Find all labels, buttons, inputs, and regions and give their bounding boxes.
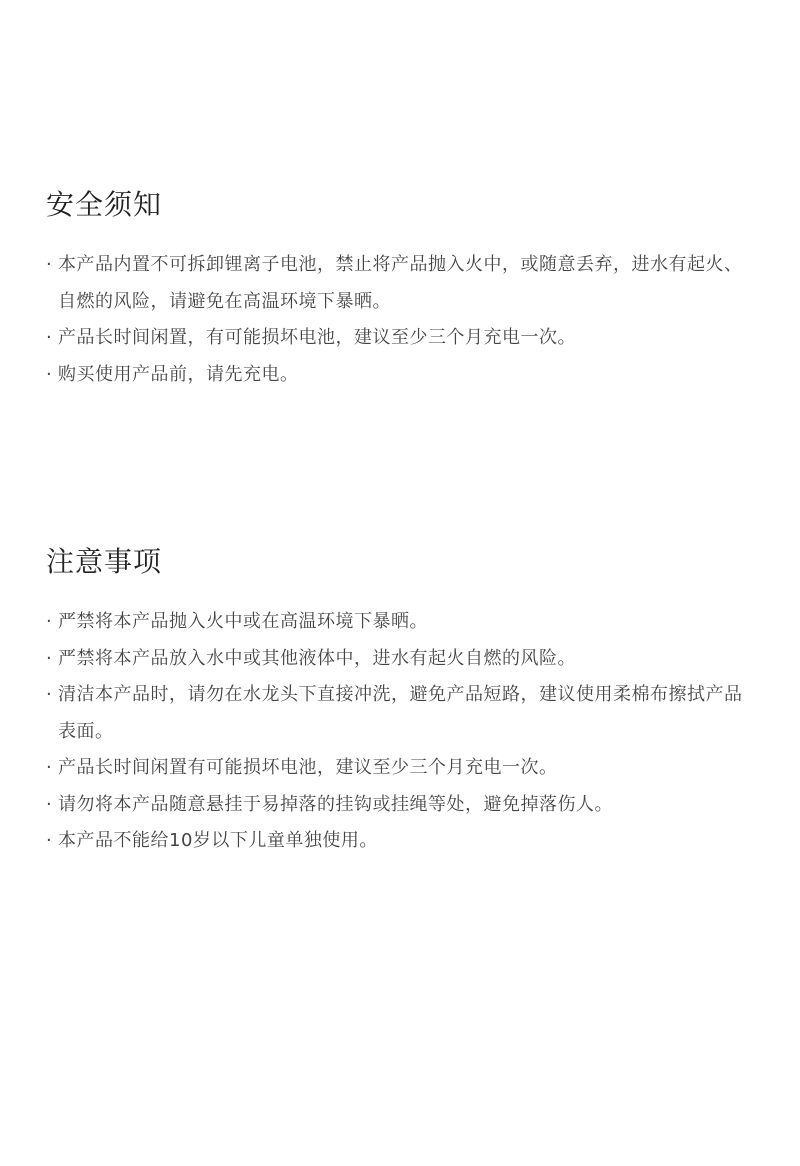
list-item xyxy=(46,320,746,357)
bullet-icon: · xyxy=(46,363,53,385)
list-item xyxy=(46,247,746,320)
notes-section xyxy=(46,542,746,860)
list-item-text: 严禁将本产品放入水中或其他液体中，进水有起火自燃的风险。 xyxy=(58,647,576,669)
notes-list xyxy=(46,604,746,860)
bullet-icon: · xyxy=(46,830,53,851)
list-item xyxy=(46,823,746,860)
safety-title: 安全须知 xyxy=(46,188,163,221)
list-item-text: 清洁本产品时，请勿在水龙头下直接冲洗，避免产品短路，建议使用柔棉布擦拭产品表面。 xyxy=(58,684,743,742)
list-item-text: 严禁将本产品抛入火中或在高温环境下暴晒。 xyxy=(58,611,428,632)
list-item-text: 产品长时间闲置，有可能损坏电池，建议至少三个月充电一次。 xyxy=(58,327,576,348)
bullet-icon: · xyxy=(46,611,53,632)
list-item-text: 本产品内置不可拆卸锂离子电池，禁止将产品抛入火中，或随意丢弃，进水有起火、自燃的风险，请避免在高温环境下暴晒。 xyxy=(58,254,743,312)
bullet-icon: · xyxy=(46,793,53,815)
list-item-text: 本产品不能给10岁以下儿童单独使用。 xyxy=(58,830,378,851)
bullet-icon: · xyxy=(46,254,53,275)
list-item xyxy=(46,641,746,678)
bullet-icon: · xyxy=(46,757,53,778)
list-item xyxy=(46,357,746,394)
list-item-text: 请勿将本产品随意悬挂于易掉落的挂钩或挂绳等处，避免掉落伤人。 xyxy=(58,793,613,815)
list-item xyxy=(46,787,746,824)
safety-section xyxy=(46,185,746,393)
safety-list xyxy=(46,247,746,393)
bullet-icon: · xyxy=(46,684,53,705)
list-item-text: 产品长时间闲置有可能损坏电池，建议至少三个月充电一次。 xyxy=(58,757,558,778)
list-item-text: 购买使用产品前，请先充电。 xyxy=(58,363,299,385)
list-item xyxy=(46,750,746,787)
list-item xyxy=(46,677,746,750)
notes-title: 注意事项 xyxy=(46,545,163,578)
bullet-icon: · xyxy=(46,327,53,348)
bullet-icon: · xyxy=(46,647,53,669)
list-item xyxy=(46,604,746,641)
